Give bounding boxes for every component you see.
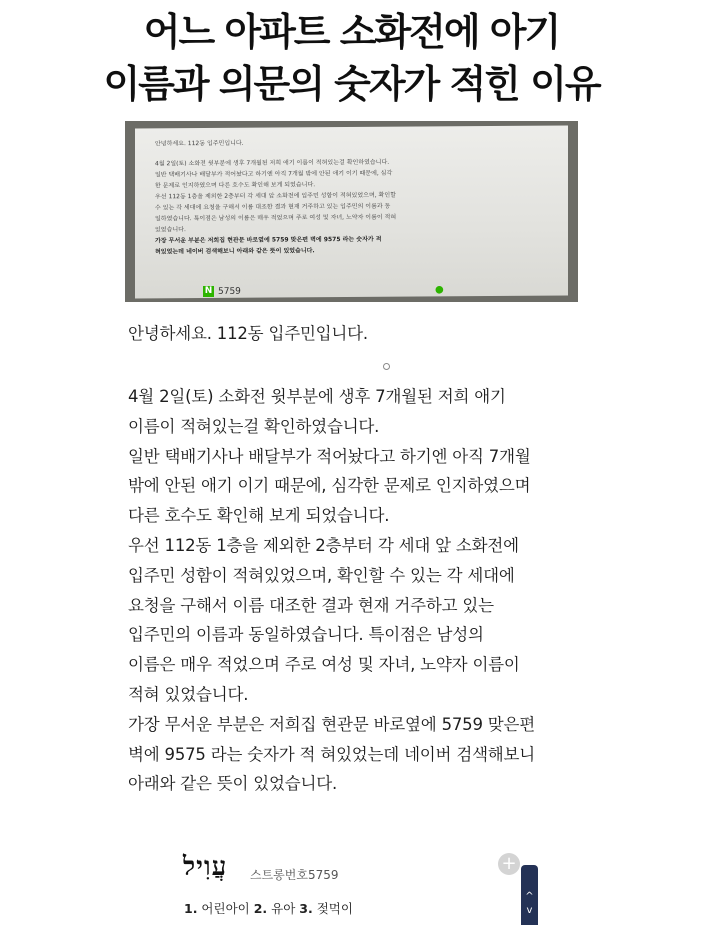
- paragraph-line: 우선 112동 1층을 제외한 2층부터 각 세대 앞 소화전에: [128, 535, 519, 555]
- paragraph-line: 입주민 성함이 적혀있었으며, 확인할 수 있는 각 세대에: [128, 565, 515, 585]
- notice-text: [155, 136, 555, 258]
- naver-logo-icon: N: [204, 285, 213, 297]
- notice-greeting: 안녕하세요. 112동 입주민입니다.: [155, 139, 244, 148]
- chevron-up-icon[interactable]: ^: [525, 891, 534, 902]
- article-title: [0, 6, 703, 110]
- paragraph-line: 적혀 있었습니다.: [128, 684, 249, 704]
- notice-line: 수 있는 각 세대에 요청을 구해서 이름 대조한 결과 현재 거주하고 있는 입주민의 이름과 동: [155, 202, 391, 212]
- paragraph-line: 요청을 구해서 이름 대조한 결과 현재 거주하고 있는: [128, 595, 494, 615]
- title-line-1: 어느 아파트 소화전에 아기: [143, 10, 560, 54]
- notice-line: 4월 2일(토) 소화전 윗부분에 생후 7개월된 저희 애기 이름이 적혀있는걸 확인하였습니다.: [155, 158, 390, 168]
- dictionary-hebrew-word: עֲוִיל: [183, 852, 228, 882]
- meaning-text: 어린아이: [197, 901, 254, 916]
- dictionary-meanings: [184, 899, 353, 917]
- notice-line: 일반 택배기사나 배달부가 적어놨다고 하기엔 아직 7개월 밖에 안된 애기 이기 때문에, 심각: [155, 169, 393, 179]
- microphone-icon: ●: [435, 284, 444, 296]
- dictionary-strong-number: 스트롱번호5759: [250, 868, 339, 882]
- notice-bold-line: 가장 무서운 부분은 저희집 현관문 바로옆에 5759 맞은편 벽에 9575 라는 숫자가 적: [155, 235, 382, 245]
- paragraph-line: 입주민의 이름과 동일하였습니다. 특이점은 남성의: [128, 625, 484, 645]
- paragraph-line: 이름은 매우 적었으며 주로 여성 및 자녀, 노약자 이름이: [128, 655, 520, 675]
- meaning-number: 1.: [184, 901, 198, 916]
- notice-bold-line: 혀있었는데 네이버 검색해보니 아래와 같은 뜻이 있었습니다.: [155, 247, 315, 256]
- notice-paper: [135, 125, 568, 298]
- paragraph-line: 일반 택배기사나 배달부가 적어놨다고 하기엔 아직 7개월: [128, 446, 531, 466]
- meaning-number: 3.: [299, 901, 313, 916]
- scroll-control[interactable]: [521, 865, 538, 925]
- naver-search-bar: [203, 286, 241, 297]
- meaning-number: 2.: [253, 901, 268, 916]
- notice-line: 우선 112동 1층을 제외한 2층부터 각 세대 앞 소화전에 입주민 성함이 적혀있었으며, 확인할: [155, 191, 396, 201]
- notice-photo: [125, 121, 578, 302]
- story-paragraph: [128, 382, 598, 799]
- paragraph-line: 아래와 같은 뜻이 있었습니다.: [128, 774, 338, 794]
- paragraph-line: 가장 무서운 부분은 저희집 현관문 바로옆에 5759 맞은편: [128, 714, 536, 734]
- notice-line: 일하였습니다. 특이점은 남성의 이름은 매우 적었으며 주로 여성 및 자녀, 노약자 이름이 적혀: [155, 213, 397, 223]
- add-button[interactable]: +: [498, 853, 520, 875]
- paragraph-line: 이름이 적혀있는걸 확인하였습니다.: [128, 416, 380, 436]
- greeting-text: 안녕하세요. 112동 입주민입니다.: [128, 324, 368, 343]
- notice-line: 있었습니다.: [155, 226, 186, 234]
- meaning-text: 유아: [267, 901, 300, 916]
- paragraph-line: 벽에 9575 라는 숫자가 적 혀있었는데 네이버 검색해보니: [128, 744, 536, 764]
- chevron-down-icon[interactable]: v: [526, 905, 533, 916]
- separator-dot-icon: [383, 363, 390, 370]
- meaning-text: 젖먹이: [312, 901, 353, 916]
- title-line-2: 이름과 의문의 숫자가 적힌 이유: [103, 62, 600, 106]
- paragraph-line: 4월 2일(토) 소화전 윗부분에 생후 7개월된 저희 애기: [128, 387, 506, 406]
- naver-search-query: 5759: [218, 286, 241, 297]
- paragraph-line: 밖에 안된 애기 이기 때문에, 심각한 문제로 인지하였으며: [128, 476, 531, 496]
- paragraph-line: 다른 호수도 확인해 보게 되었습니다.: [128, 506, 390, 526]
- notice-line: 한 문제로 인지하였으며 다른 호수도 확인해 보게 되었습니다.: [155, 181, 316, 190]
